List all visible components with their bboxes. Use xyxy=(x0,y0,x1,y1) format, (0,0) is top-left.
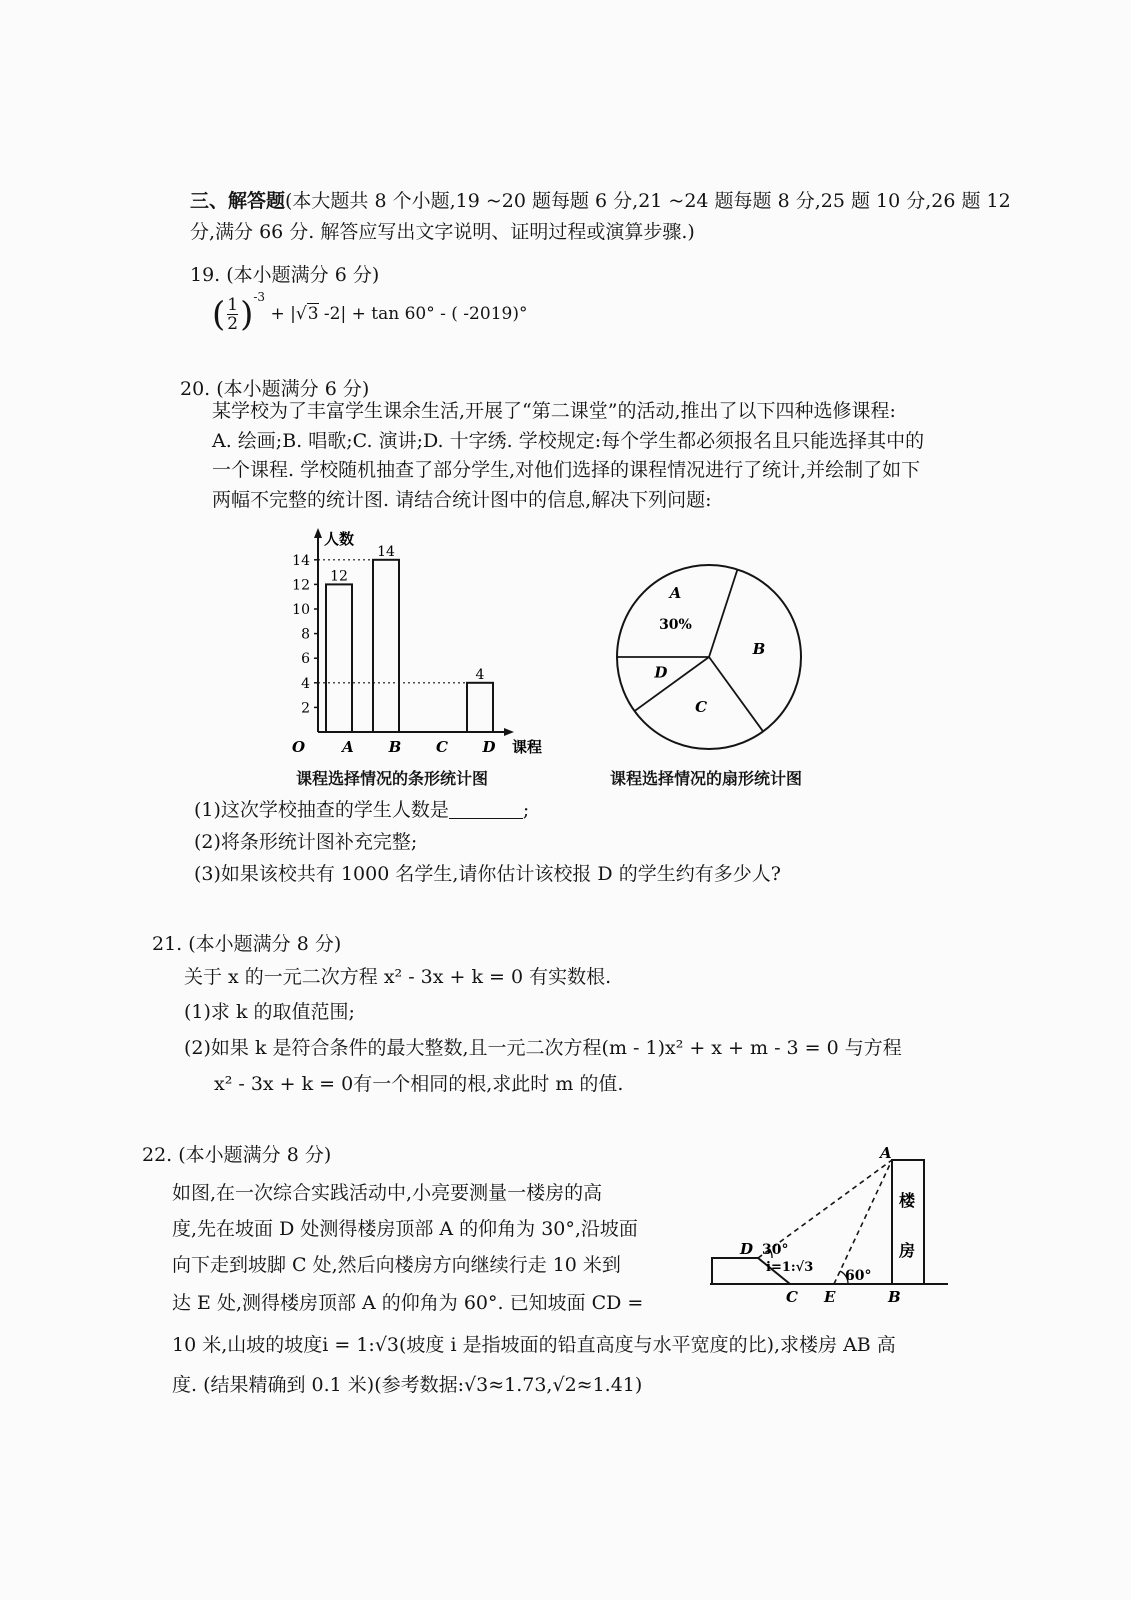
x-tick-label: D xyxy=(482,738,496,756)
section-header xyxy=(190,188,1011,214)
q20-header: 20. (本小题满分 6 分) xyxy=(180,378,370,400)
pie-slice-boundary xyxy=(709,570,737,657)
q20-line-4: 两幅不完整的统计图. 请结合统计图中的信息,解决下列问题: xyxy=(212,489,712,511)
y-tick-label: 2 xyxy=(301,700,310,717)
section-title: 三、解答题 xyxy=(190,190,286,212)
origin-label: O xyxy=(292,738,306,756)
pie-slice-label: A xyxy=(669,583,682,602)
y-axis-arrow xyxy=(314,528,322,538)
q21-sub-1: (1)求 k 的取值范围; xyxy=(184,1001,355,1023)
x-tick-label: C xyxy=(436,738,448,756)
sight-line-e xyxy=(834,1160,892,1284)
pie-slice-label: C xyxy=(695,697,708,716)
building-label-1: 楼 xyxy=(899,1191,916,1210)
q19-exponent: -3 xyxy=(253,290,266,304)
label-angle-e: 60° xyxy=(845,1268,872,1284)
q21-sub-2b: x² - 3x + k = 0有一个相同的根,求此时 m 的值. xyxy=(214,1073,624,1095)
q22-line-2: 度,先在坡面 D 处测得楼房顶部 A 的仰角为 30°,沿坡面 xyxy=(172,1218,638,1240)
pie-chart xyxy=(605,562,815,762)
q22-line-6: 度. (结果精确到 0.1 米)(参考数据:√3≈1.73,√2≈1.41) xyxy=(172,1374,643,1396)
q19-fraction: $\frac{1}{2}$ xyxy=(227,295,239,334)
q22-header: 22. (本小题满分 8 分) xyxy=(142,1144,332,1166)
label-angle-d: 30° xyxy=(762,1242,789,1258)
q22-line-3: 向下走到坡脚 C 处,然后向楼房方向继续行走 10 米到 xyxy=(172,1254,621,1276)
y-tick-label: 4 xyxy=(301,675,310,692)
q21-sub-2a: (2)如果 k 是符合条件的最大整数,且一元二次方程(m - 1)x² + x + m - 3 = 0 与方程 xyxy=(184,1037,902,1059)
label-slope: i=1:√3 xyxy=(766,1260,814,1275)
y-tick-label: 10 xyxy=(292,602,310,618)
x-tick-label: B xyxy=(388,738,402,756)
building-label-2: 房 xyxy=(899,1241,916,1260)
label-b: B xyxy=(888,1288,901,1306)
pie-chart-caption: 课程选择情况的扇形统计图 xyxy=(610,769,803,788)
q20-sub-3: (3)如果该校共有 1000 名学生,请你估计该校报 D 的学生约有多少人? xyxy=(194,863,781,885)
pie-slice-percent: 30% xyxy=(659,616,692,633)
q21-header: 21. (本小题满分 8 分) xyxy=(152,933,342,955)
q20-line-2: A. 绘画;B. 唱歌;C. 演讲;D. 十字绣. 学校规定:每个学生都必须报名且只能选择其中的 xyxy=(212,430,925,452)
x-axis-arrow xyxy=(504,728,514,736)
q20-sub-1: (1)这次学校抽查的学生人数是 ; xyxy=(194,799,530,821)
q22-line-4: 达 E 处,测得楼房顶部 A 的仰角为 60°. 已知坡面 CD = xyxy=(172,1292,644,1314)
q20-sub-2: (2)将条形统计图补充完整; xyxy=(194,831,418,853)
building xyxy=(892,1160,924,1284)
bar xyxy=(467,683,493,732)
label-a: A xyxy=(880,1144,892,1162)
y-tick-label: 14 xyxy=(292,552,310,569)
pie-slice-label: B xyxy=(752,640,766,659)
q22-line-1: 如图,在一次综合实践活动中,小亮要测量一楼房的高 xyxy=(172,1182,603,1204)
y-tick-label: 12 xyxy=(292,577,310,594)
q21-line-1: 关于 x 的一元二次方程 x² - 3x + k = 0 有实数根. xyxy=(184,966,612,988)
label-e: E xyxy=(824,1288,836,1306)
y-axis-label: 人数 xyxy=(324,530,355,548)
q19-tail: + tan 60° - ( -2019)° xyxy=(351,304,528,324)
bar-value-label: 14 xyxy=(377,543,395,560)
q22-figure xyxy=(700,1140,960,1310)
section-desc-1: (本大题共 8 个小题,19 ~20 题每题 6 分,21 ~24 题每题 8 分,25 题 10 分,26 题 12 xyxy=(285,190,1011,212)
y-tick-label: 8 xyxy=(301,626,310,643)
q20-line-3: 一个课程. 学校随机抽查了部分学生,对他们选择的课程情况进行了统计,并绘制了如下 xyxy=(212,459,921,481)
q19-formula: ( $\frac{1}{2}$ )$^{-3}$ + |√3 -2| + tan 60° - ( -2019)° xyxy=(212,290,528,335)
bar-chart xyxy=(270,520,560,770)
q19-sqrt: 3 xyxy=(307,304,319,324)
x-tick-label: A xyxy=(342,738,354,756)
label-d: D xyxy=(740,1240,754,1258)
bar-value-label: 4 xyxy=(475,666,485,683)
pie-slice-label: D xyxy=(654,663,668,682)
label-c: C xyxy=(786,1288,798,1306)
bar xyxy=(373,560,399,732)
q22-line-5: 10 米,山坡的坡度i = 1:√3(坡度 i 是指坡面的铅直高度与水平宽度的比),求楼房 AB 高 xyxy=(172,1334,896,1356)
pie-slice-boundary xyxy=(709,657,763,731)
section-desc-2: 分,满分 66 分. 解答应写出文字说明、证明过程或演算步骤.) xyxy=(190,221,695,243)
answer-blank[interactable] xyxy=(449,800,523,819)
q19-header: 19. (本小题满分 6 分) xyxy=(190,264,380,286)
bar xyxy=(326,584,352,732)
bar-chart-caption: 课程选择情况的条形统计图 xyxy=(296,769,489,788)
bar-value-label: 12 xyxy=(330,568,348,585)
y-tick-label: 6 xyxy=(301,651,310,668)
x-axis-label: 课程 xyxy=(512,738,543,756)
q20-line-1: 某学校为了丰富学生课余生活,开展了“第二课堂”的活动,推出了以下四种选修课程: xyxy=(212,400,896,422)
